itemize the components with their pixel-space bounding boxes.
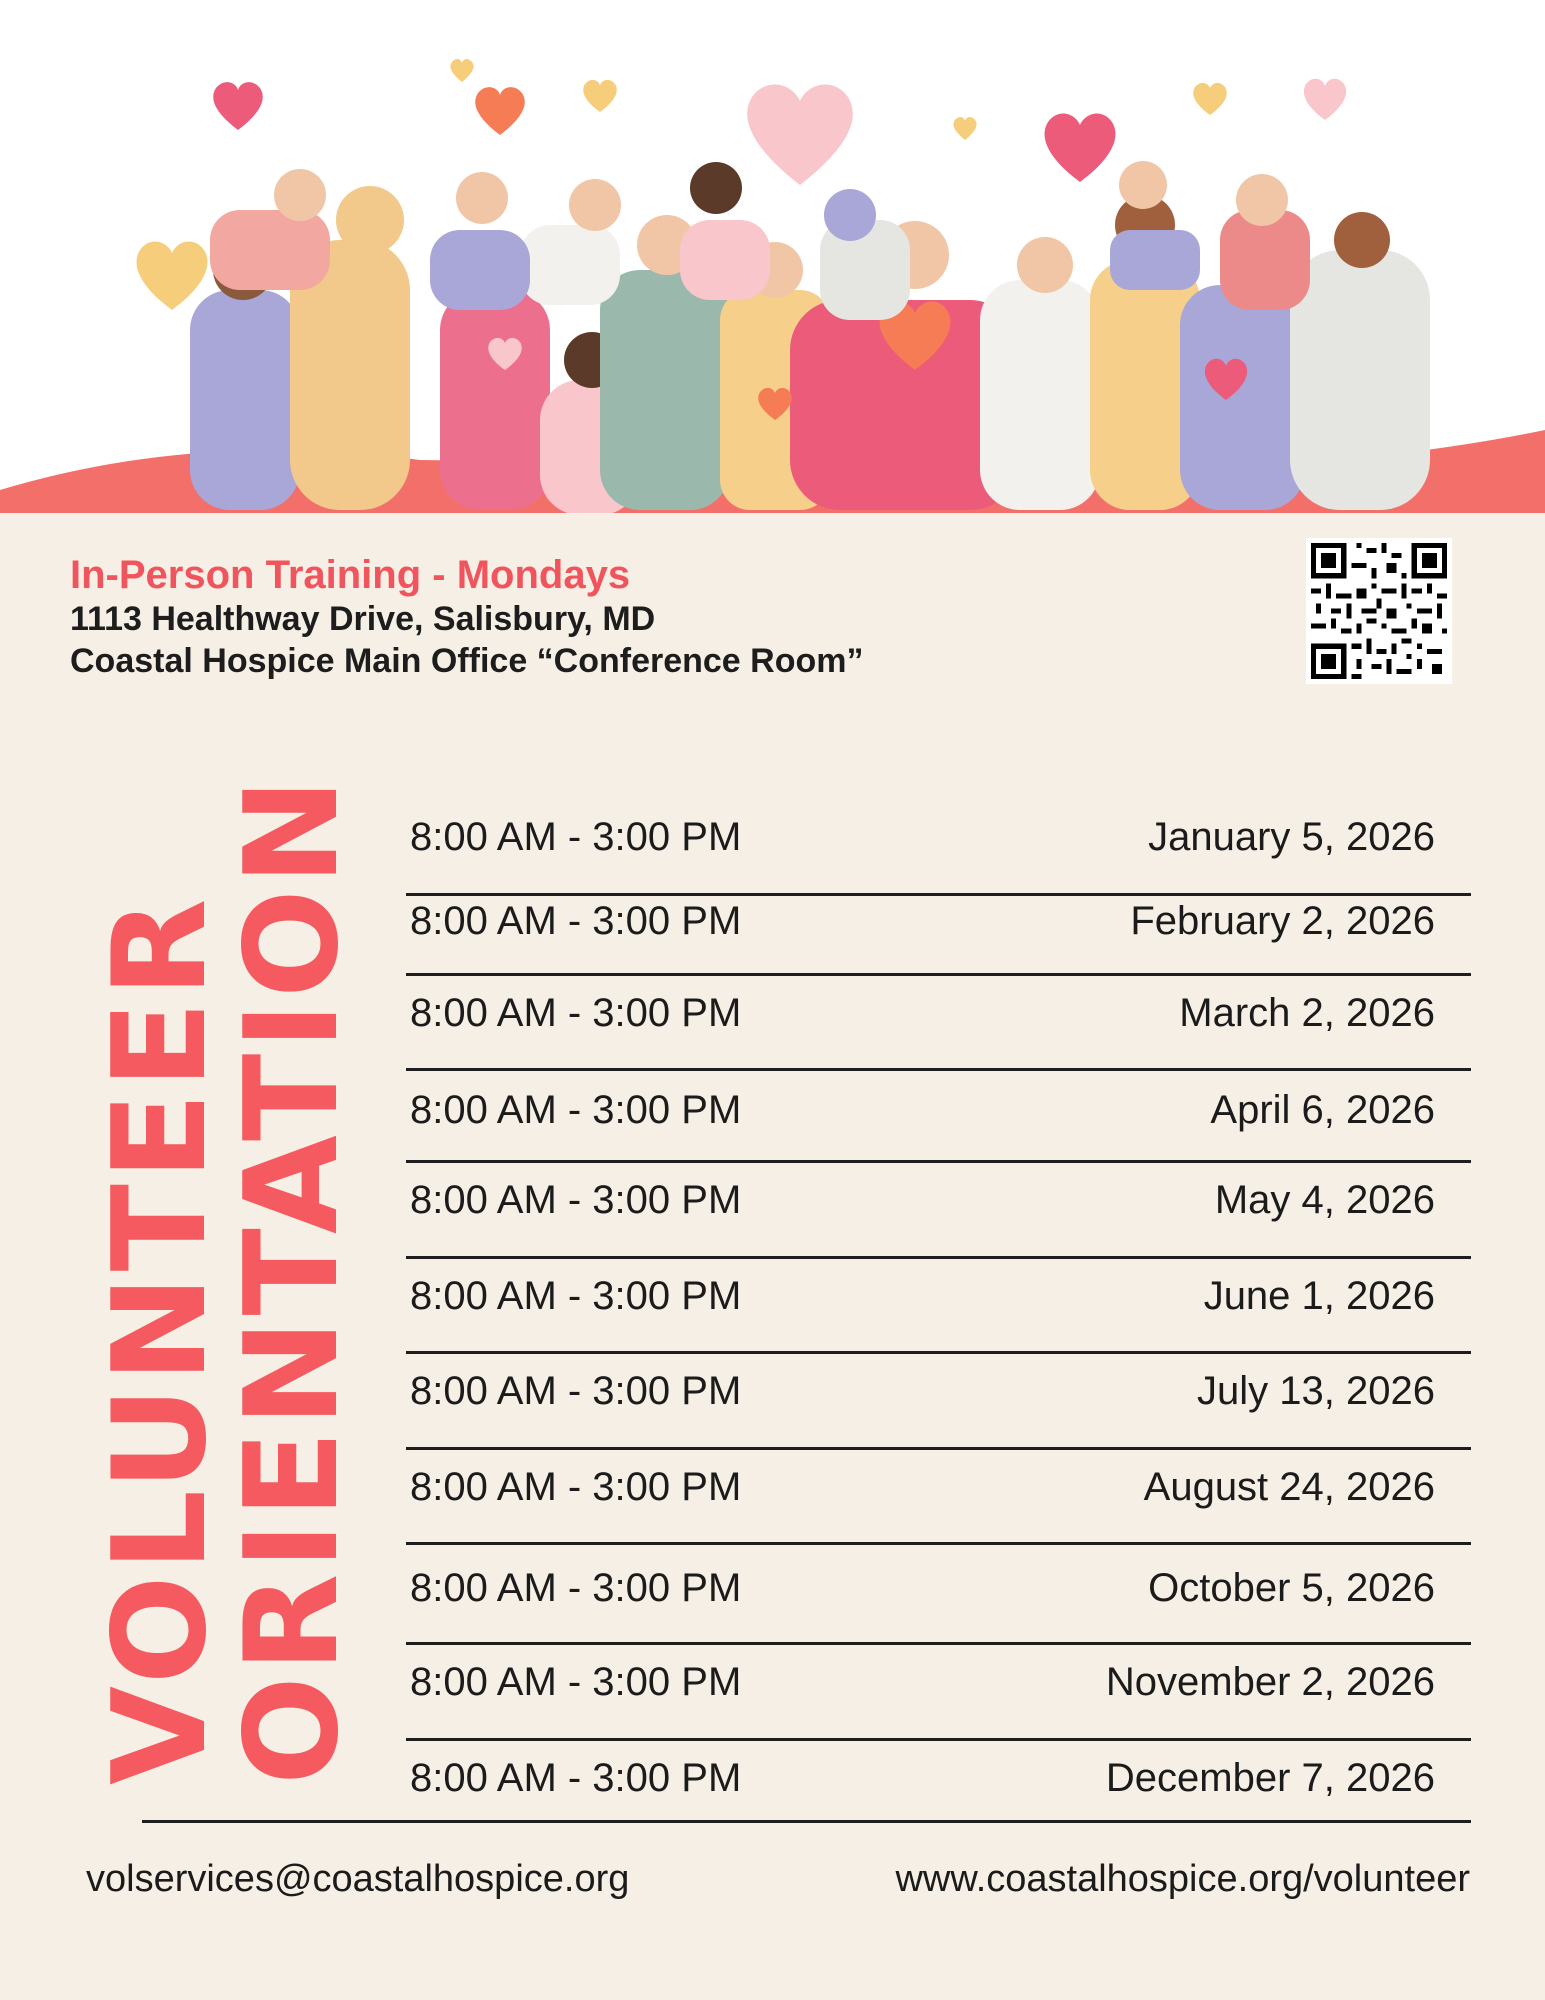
schedule-row	[406, 1645, 1471, 1741]
training-title: In-Person Training - Mondays	[70, 553, 631, 597]
training-info	[70, 552, 1220, 682]
volunteer-orientation-heading	[86, 774, 375, 1785]
session-date: May 4, 2026	[1214, 1178, 1435, 1222]
schedule-row	[406, 896, 1471, 976]
schedule-row	[406, 1450, 1471, 1546]
session-time: 8:00 AM - 3:00 PM	[410, 815, 742, 859]
schedule-row	[406, 976, 1471, 1072]
session-time: 8:00 AM - 3:00 PM	[410, 1464, 742, 1509]
session-time: 8:00 AM - 3:00 PM	[410, 1755, 742, 1800]
website-link[interactable]: www.coastalhospice.org/volunteer	[895, 1858, 1470, 1900]
session-time: 8:00 AM - 3:00 PM	[410, 990, 742, 1035]
session-date: November 2, 2026	[1105, 1660, 1435, 1704]
schedule-row	[406, 1259, 1471, 1355]
schedule-row	[406, 1071, 1471, 1163]
session-time: 8:00 AM - 3:00 PM	[410, 1566, 742, 1610]
session-time: 8:00 AM - 3:00 PM	[410, 1369, 742, 1413]
schedule-bottom-divider	[142, 1820, 1471, 1823]
heading-line-2: ORIENTATION	[218, 774, 367, 1785]
session-time: 8:00 AM - 3:00 PM	[410, 1660, 742, 1704]
session-date: March 2, 2026	[1179, 990, 1435, 1035]
qr-code-icon[interactable]	[1306, 538, 1452, 684]
session-date: January 5, 2026	[1148, 815, 1435, 859]
training-address: 1113 Healthway Drive, Salisbury, MD	[70, 600, 656, 638]
schedule-row	[406, 1545, 1471, 1645]
training-location: Coastal Hospice Main Office “Conference Room”	[70, 642, 864, 680]
contact-email[interactable]: volservices@coastalhospice.org	[86, 1858, 630, 1900]
session-time: 8:00 AM - 3:00 PM	[410, 898, 742, 943]
crowd-illustration	[0, 0, 1545, 513]
orientation-schedule	[406, 800, 1471, 1836]
crowd-people	[190, 161, 1430, 513]
people-with-hearts-illustration	[0, 0, 1545, 513]
schedule-row	[406, 800, 1471, 896]
session-date: October 5, 2026	[1148, 1566, 1435, 1610]
session-date: December 7, 2026	[1105, 1755, 1435, 1800]
session-date: April 6, 2026	[1210, 1088, 1435, 1132]
session-date: August 24, 2026	[1143, 1464, 1435, 1509]
session-date: July 13, 2026	[1197, 1369, 1435, 1413]
session-time: 8:00 AM - 3:00 PM	[410, 1088, 742, 1132]
schedule-row	[406, 1163, 1471, 1259]
session-time: 8:00 AM - 3:00 PM	[410, 1178, 742, 1222]
session-time: 8:00 AM - 3:00 PM	[410, 1273, 742, 1318]
session-date: February 2, 2026	[1130, 898, 1435, 943]
heading-line-1: VOLUNTEER	[86, 894, 235, 1785]
schedule-row	[406, 1354, 1471, 1450]
session-date: June 1, 2026	[1203, 1273, 1435, 1318]
